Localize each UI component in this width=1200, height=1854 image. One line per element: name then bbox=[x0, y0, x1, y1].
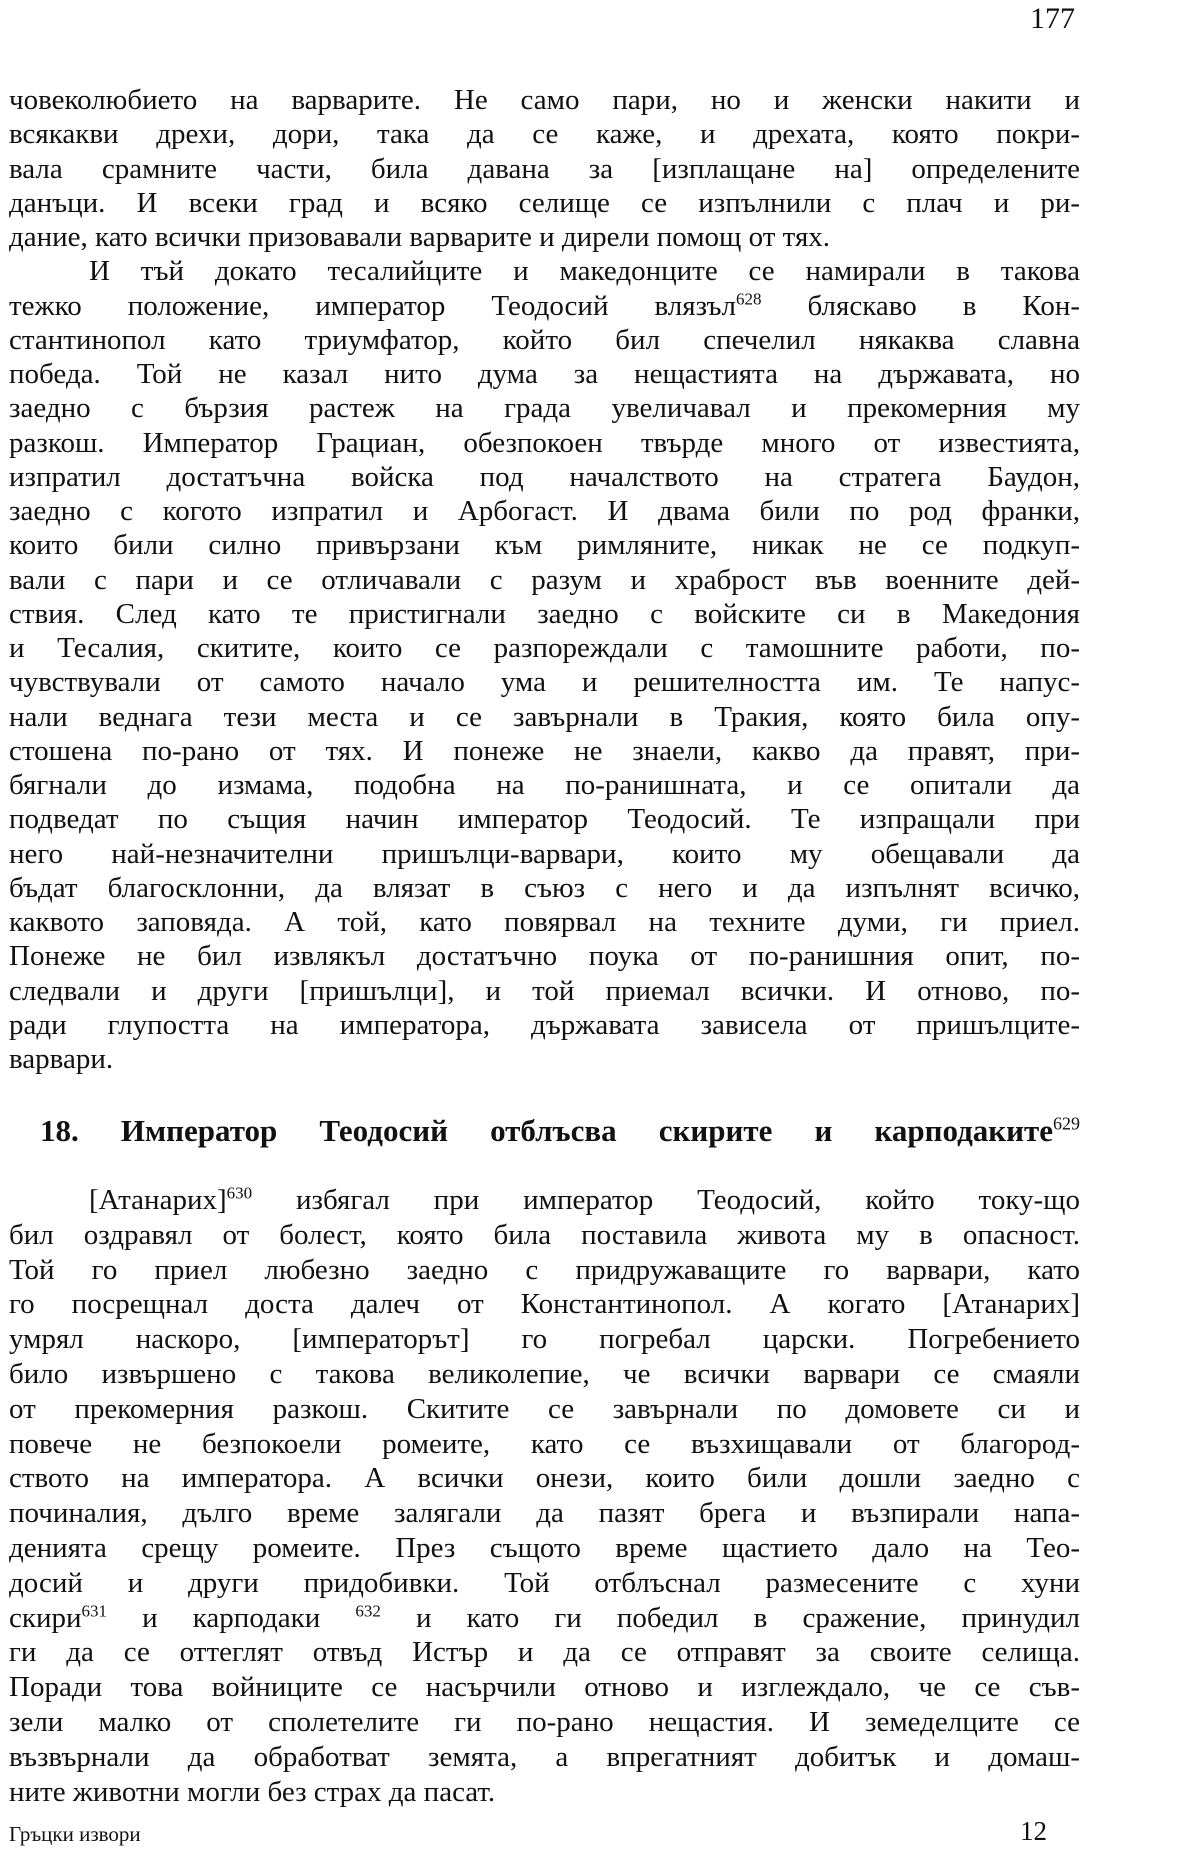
text-line: денията срещу ромеите. През същото време щастието дало на Тео- bbox=[9, 1531, 1080, 1564]
text-line: Поради това войниците се насърчили отново и изглеждало, че се съв- bbox=[9, 1671, 1080, 1704]
text-line: от прекомерния разкош. Скитите се завърнали по домовете си и bbox=[9, 1392, 1080, 1425]
text-line: варвари. bbox=[9, 1043, 114, 1075]
text-line: които били силно привързани към римляните, никак не се подкуп- bbox=[9, 529, 1080, 562]
footnote-ref: 628 bbox=[736, 288, 762, 308]
footnote-ref: 631 bbox=[81, 1600, 107, 1620]
text-line: И тъй докато тесалийците и македонците се намирали в такова bbox=[89, 255, 1080, 288]
text-line: следвали и други [пришълци], и той приемал всички. И отново, по- bbox=[9, 974, 1080, 1007]
text-line: го посрещнал доста далеч от Константинопол. А когато [Атанарих] bbox=[9, 1288, 1080, 1321]
text-line: починалия, дълго време залягали да пазят брега и възпирали напа- bbox=[9, 1497, 1080, 1530]
text-line: бил оздравял от болест, която била поставила живота му в опасност. bbox=[9, 1218, 1080, 1251]
body-text-bottom bbox=[9, 1183, 1080, 1809]
paragraph bbox=[9, 83, 1080, 254]
body-text-top bbox=[9, 83, 1080, 1076]
text-line: умрял наскоро, [императорът] го погребал царски. Погребението bbox=[9, 1323, 1080, 1356]
text-line: нали веднага тези места и се завърнали в Тракия, която била опу- bbox=[9, 700, 1080, 733]
text-line: [Атанарих]$^{630}$ избягал при император Теодосий, който току-що bbox=[89, 1183, 1080, 1216]
text-line: досий и други придобивки. Той отблъснал размесените с хуни bbox=[9, 1566, 1080, 1599]
text-line: скири$^{631}$ и карподаки $^{632}$ и като ги победил в сражение, принудил bbox=[9, 1600, 1080, 1634]
footnote-ref: 629 bbox=[1053, 1113, 1080, 1134]
footer-signature: Гръцки извори bbox=[9, 1822, 141, 1846]
text-line: каквото заповяда. А той, като повярвал на техните думи, ги приел. bbox=[9, 906, 1080, 938]
text-line: зели малко от сполетелите ги по-рано нещастия. И земеделците се bbox=[9, 1705, 1080, 1738]
text-line: данъци. И всеки град и всяко селище се изпълнили с плач и ри- bbox=[9, 186, 1080, 219]
paragraph bbox=[9, 254, 1080, 1076]
text-line: Той го приел любезно заедно с придружаващите го варвари, като bbox=[9, 1253, 1080, 1286]
text-line: и Тесалия, скитите, които се разпореждали с тамошните работи, по- bbox=[9, 632, 1080, 664]
text-line: ството на императора. А всички онези, които били дошли заедно с bbox=[9, 1462, 1080, 1495]
text-line: бягнали до измама, подобна на по-ранишната, и се опитали да bbox=[9, 769, 1080, 801]
text-line: било извършено с такова великолепие, че всички варвари се смаяли bbox=[9, 1357, 1080, 1390]
text-line: вали с пари и се отличавали с разум и храброст във военните дей- bbox=[9, 563, 1080, 596]
footnote-ref: 632 bbox=[355, 1600, 381, 1620]
footnote-ref: 630 bbox=[226, 1183, 253, 1203]
text-line: тежко положение, император Теодосий влязъл$^{628}$ бляскаво в Кон- bbox=[9, 288, 1081, 322]
text-line: дание, като всички призовавали варварите и дирели помощ от тях. bbox=[9, 221, 831, 253]
text-line: ги да се оттеглят отвъд Истър и да се отправят за своите селища. bbox=[9, 1636, 1080, 1669]
text-line: Понеже не бил извлякъл достатъчно поука от по-ранишния опит, по- bbox=[9, 940, 1080, 973]
text-line: бъдат благосклонни, да влязат в съюз с него и да изпълнят всичко, bbox=[9, 871, 1080, 904]
text-line: ствия. След като те пристигнали заедно с войските си в Македония bbox=[9, 597, 1080, 630]
text-line: заедно с когото изпратил и Арбогаст. И двама били по род франки, bbox=[9, 495, 1080, 527]
paragraph bbox=[9, 1183, 1080, 1809]
page-number: 177 bbox=[1030, 2, 1075, 35]
text-line: човеколюбието на варварите. Не само пари, но и женски накити и bbox=[9, 84, 1080, 116]
section-heading bbox=[40, 1113, 1080, 1149]
text-line: възвърнали да обработват земята, а впрегатният добитък и домаш- bbox=[9, 1740, 1080, 1773]
text-line: чувствували от самото начало ума и решителността им. Те напус- bbox=[9, 666, 1080, 699]
footer-sheet-number: 12 bbox=[1020, 1816, 1047, 1846]
text-line: вала срамните части, била давана за [изплащане на] определените bbox=[9, 152, 1080, 185]
text-line: стантинопол като триумфатор, който бил спечелил някаква славна bbox=[9, 323, 1080, 356]
text-line: стошена по-рано от тях. И понеже не знаели, какво да правят, при- bbox=[9, 734, 1080, 767]
text-line: ните животни могли без страх да пасат. bbox=[9, 1775, 496, 1808]
text-line: подведат по същия начин император Теодосий. Те изпращали при bbox=[9, 803, 1080, 836]
text-line: изпратил достатъчна войска под началството на стратега Баудон, bbox=[9, 460, 1080, 493]
heading-text: 18. Император Теодосий отблъсва скирите и карподаките bbox=[40, 1113, 1053, 1148]
text-line: победа. Той не казал нито дума за нещастията на държавата, но bbox=[9, 358, 1080, 390]
text-line: ради глупостта на императора, държавата зависела от пришълците- bbox=[9, 1008, 1080, 1041]
text-line: заедно с бързия растеж на града увеличавал и прекомерния му bbox=[9, 392, 1080, 425]
text-line: всякакви дрехи, дори, така да се каже, и дрехата, която покри- bbox=[9, 118, 1080, 151]
text-line: разкош. Император Грациан, обезпокоен твърде много от известията, bbox=[9, 426, 1080, 459]
text-line: повече не безпокоели ромеите, като се възхищавали от благород- bbox=[9, 1427, 1080, 1460]
text-line: него най-незначителни пришълци-варвари, които му обещавали да bbox=[9, 837, 1080, 870]
